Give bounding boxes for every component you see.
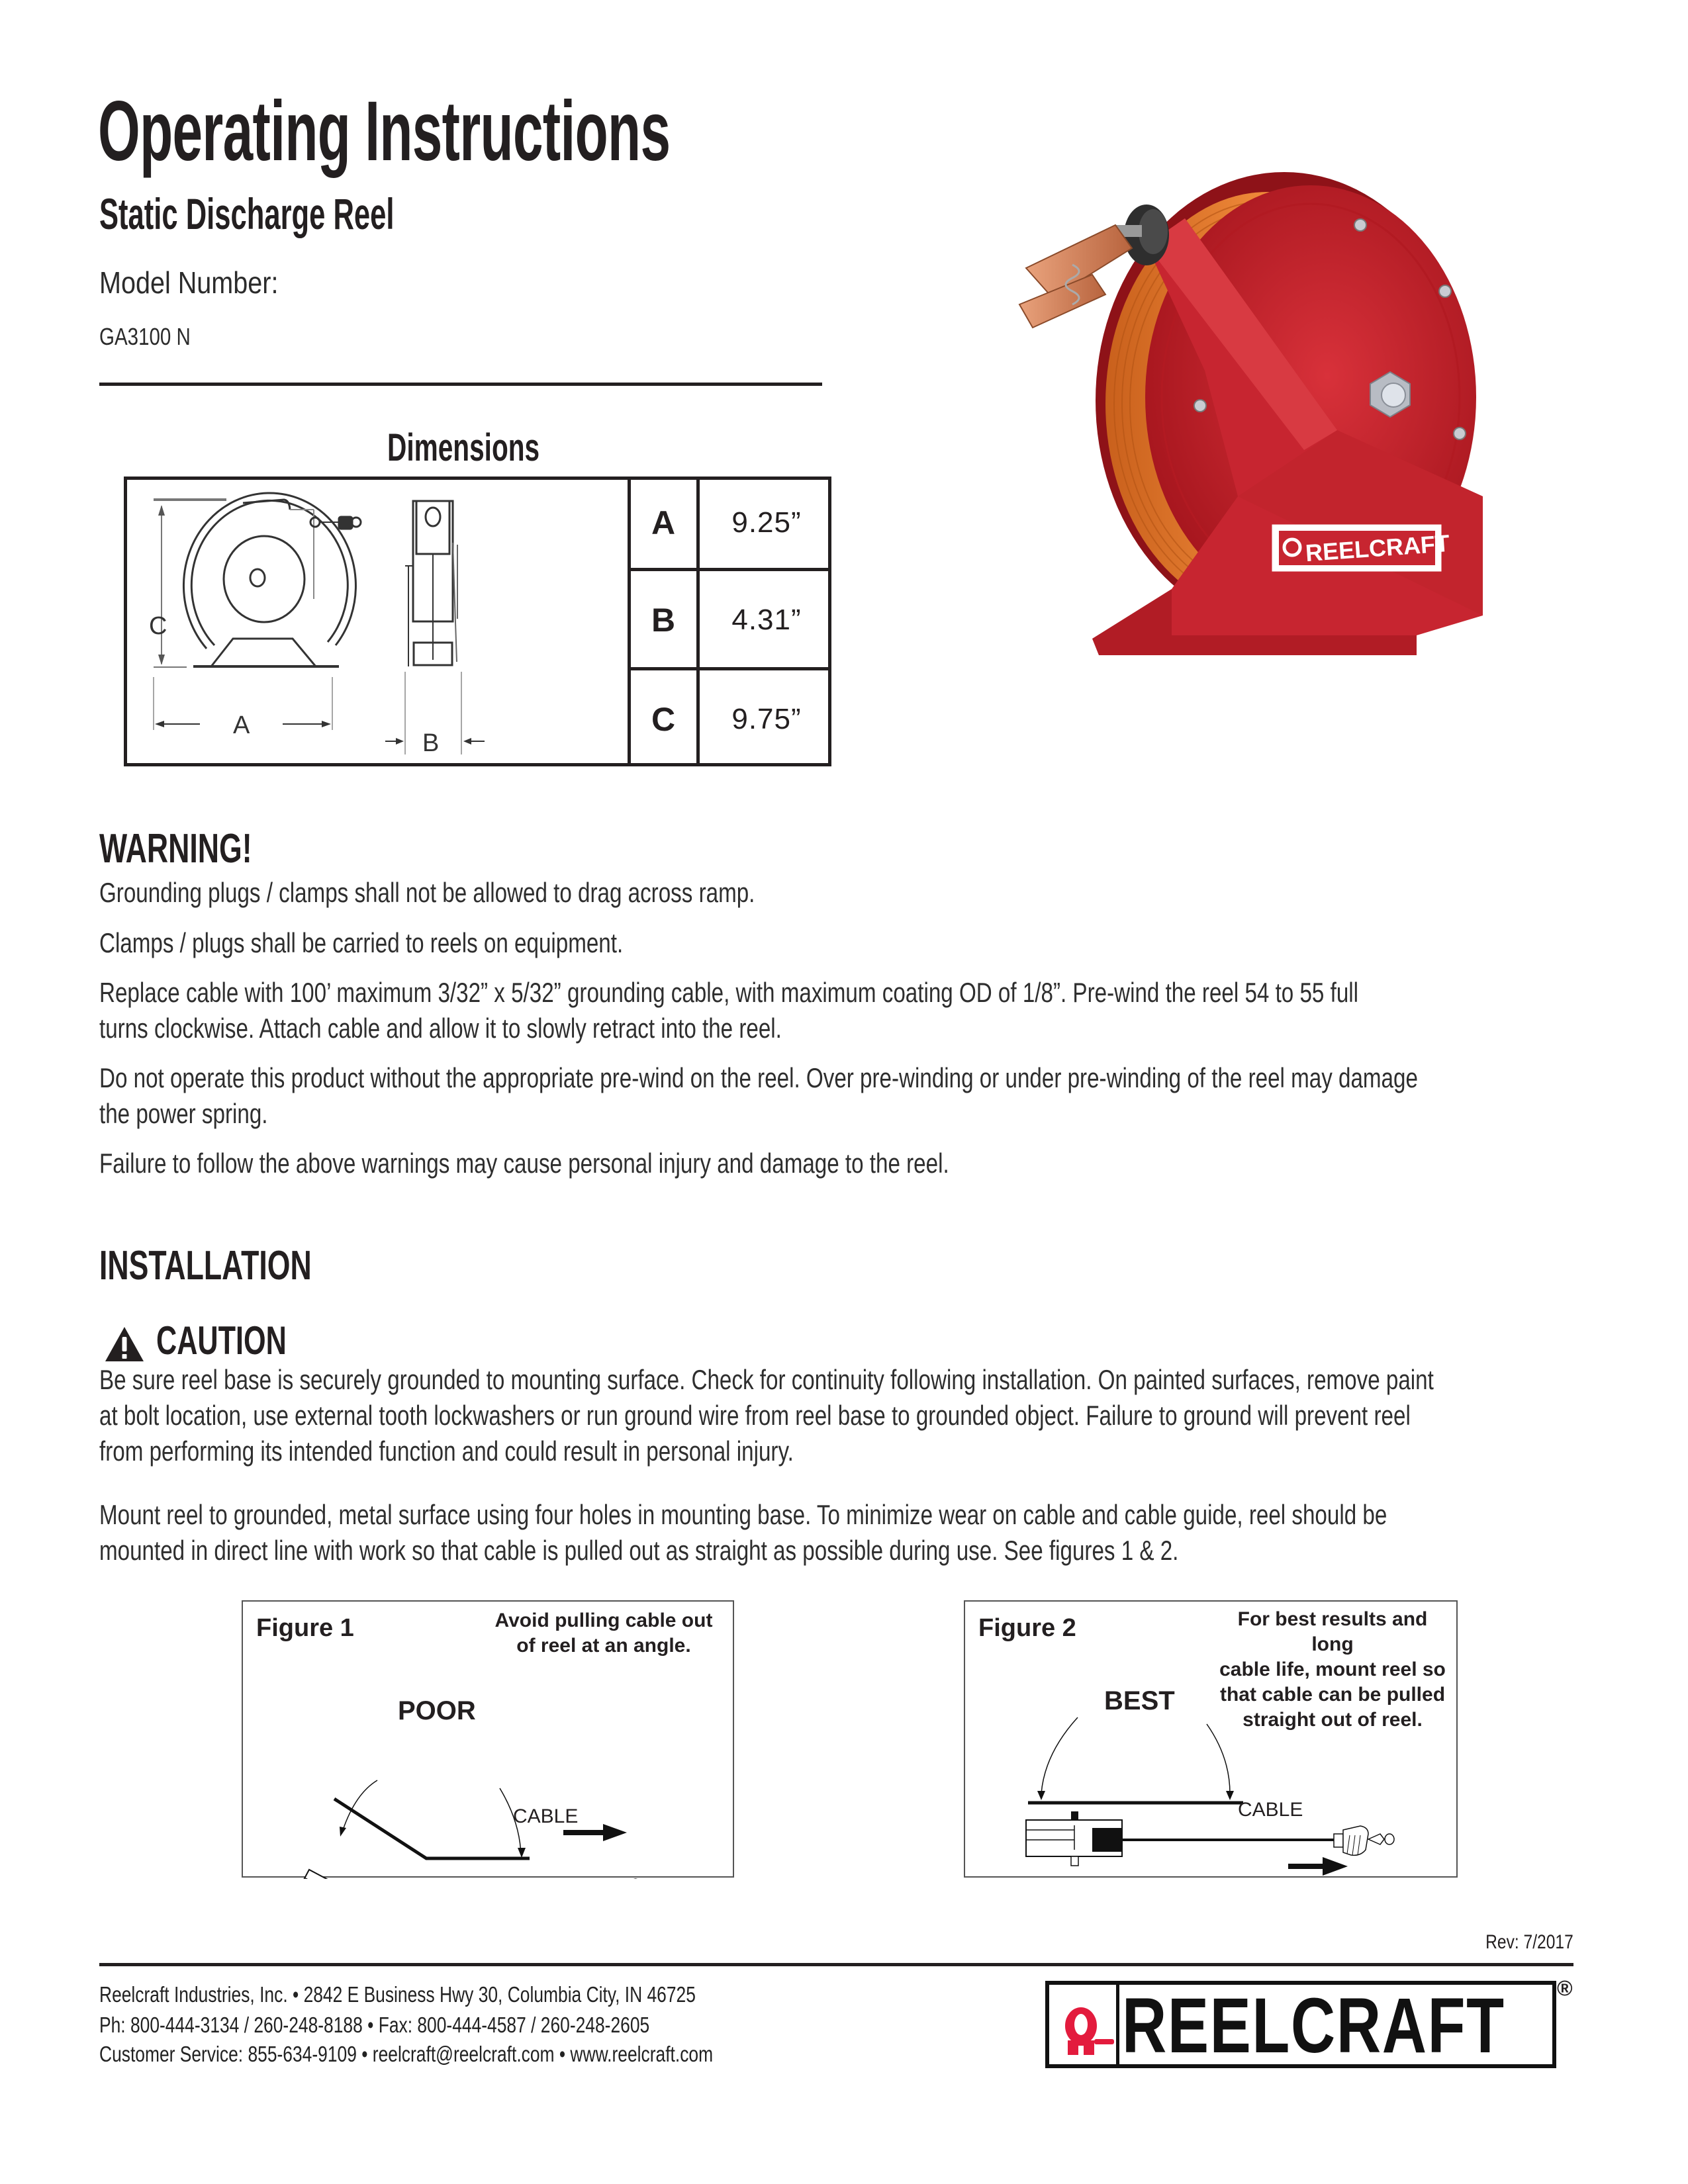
footer-address: Reelcraft Industries, Inc. • 2842 E Business Hwy 30, Columbia City, IN 46725 bbox=[99, 1982, 696, 2007]
dim-label-b: B bbox=[422, 729, 440, 757]
figure-1-cable-label: CABLE bbox=[513, 1805, 579, 1827]
dimension-label-c: C bbox=[651, 701, 676, 738]
warning-heading: WARNING! bbox=[99, 826, 252, 872]
registered-mark: ® bbox=[1557, 1976, 1573, 2000]
figure-1-label: Figure 1 bbox=[256, 1614, 354, 1642]
warning-triangle-icon bbox=[104, 1326, 145, 1363]
page-title: Operating Instructions bbox=[98, 84, 671, 179]
table-divider bbox=[629, 667, 831, 670]
figure-note-line: cable life, mount reel so bbox=[1219, 1659, 1446, 1680]
dimension-label-a: A bbox=[651, 504, 676, 541]
warning-line: Grounding plugs / clamps shall not be allowed to drag across ramp. bbox=[99, 877, 755, 908]
warning-line: the power spring. bbox=[99, 1098, 268, 1129]
installation-heading: INSTALLATION bbox=[99, 1243, 312, 1289]
dimension-value-b: 4.31” bbox=[731, 604, 802, 636]
figure-1-note bbox=[488, 1608, 720, 1659]
figure-note-line: straight out of reel. bbox=[1243, 1709, 1423, 1731]
model-number-value: GA3100 N bbox=[99, 323, 191, 350]
photo-badge-text: REELCRAFT bbox=[1304, 529, 1451, 567]
caution-heading: CAUTION bbox=[156, 1318, 287, 1363]
figure-1-rating: POOR bbox=[398, 1696, 476, 1725]
dimension-drawing bbox=[127, 480, 629, 763]
footer-contact: Customer Service: 855-634-9109 • reelcraft@reelcraft.com • www.reelcraft.com bbox=[99, 2042, 714, 2066]
warning-line: Failure to follow the above warnings may cause personal injury and damage to the reel. bbox=[99, 1148, 949, 1179]
figure-note-line: that cable can be pulled bbox=[1219, 1684, 1446, 1706]
warning-line: Do not operate this product without the appropriate pre-wind on the reel. Over pre-winding or under pre-winding of the reel may damage bbox=[99, 1062, 1418, 1093]
table-divider bbox=[629, 568, 831, 571]
dim-label-c: C bbox=[149, 612, 167, 640]
footer-phone: Ph: 800-444-3134 / 260-248-8188 • Fax: 800-444-4587 / 260-248-2605 bbox=[99, 2013, 650, 2037]
reelcraft-logo bbox=[1045, 1981, 1556, 2068]
warning-line: turns clockwise. Attach cable and allow it to slowly retract into the reel. bbox=[99, 1013, 782, 1044]
mount-line: mounted in direct line with work so that cable is pulled out as straight as possible during use. See figures 1 & 2. bbox=[99, 1535, 1179, 1566]
dim-label-a: A bbox=[233, 711, 250, 739]
figure-2 bbox=[964, 1600, 1458, 1878]
figure-2-note bbox=[1217, 1607, 1448, 1733]
model-number-label: Model Number: bbox=[99, 265, 279, 300]
figure-note-line: of reel at an angle. bbox=[516, 1635, 691, 1657]
product-photo bbox=[993, 152, 1496, 675]
warning-line: Replace cable with 100’ maximum 3/32” x 5/32” grounding cable, with maximum coating OD of 1/8”. Pre-wind the reel 54 to 55 full bbox=[99, 977, 1359, 1008]
figure-1 bbox=[242, 1600, 734, 1878]
figure-note-line: Avoid pulling cable out bbox=[494, 1610, 713, 1631]
dimension-value-c: 9.75” bbox=[731, 703, 802, 735]
figure-2-cable-label: CABLE bbox=[1238, 1799, 1303, 1821]
revision-date: Rev: 7/2017 bbox=[1485, 1931, 1573, 1953]
logo-divider bbox=[1116, 1985, 1119, 2064]
product-subtitle: Static Discharge Reel bbox=[99, 189, 395, 238]
dimensions-title: Dimensions bbox=[387, 426, 540, 469]
dimension-label-b: B bbox=[651, 602, 676, 639]
table-divider bbox=[696, 477, 700, 766]
dimension-value-a: 9.25” bbox=[731, 506, 802, 539]
figure-2-rating: BEST bbox=[1104, 1686, 1175, 1715]
caution-line: at bolt location, use external tooth lockwashers or run ground wire from reel base to grounded object. Failure to ground will prevent reel bbox=[99, 1400, 1411, 1431]
footer-divider bbox=[99, 1963, 1573, 1966]
reel-logo-icon bbox=[1057, 2005, 1117, 2058]
logo-wordmark: REELCRAFT bbox=[1122, 1982, 1505, 2070]
warning-line: Clamps / plugs shall be carried to reels on equipment. bbox=[99, 927, 624, 958]
caution-line: Be sure reel base is securely grounded to mounting surface. Check for continuity following installation. On painted surfaces, remove paint bbox=[99, 1364, 1434, 1395]
figure-2-label: Figure 2 bbox=[978, 1614, 1076, 1642]
figure-note-line: For best results and long bbox=[1237, 1608, 1428, 1655]
header-divider bbox=[99, 383, 822, 386]
caution-line: from performing its intended function and could result in personal injury. bbox=[99, 1435, 794, 1467]
mount-line: Mount reel to grounded, metal surface using four holes in mounting base. To minimize wear on cable and cable guide, reel should be bbox=[99, 1499, 1387, 1530]
